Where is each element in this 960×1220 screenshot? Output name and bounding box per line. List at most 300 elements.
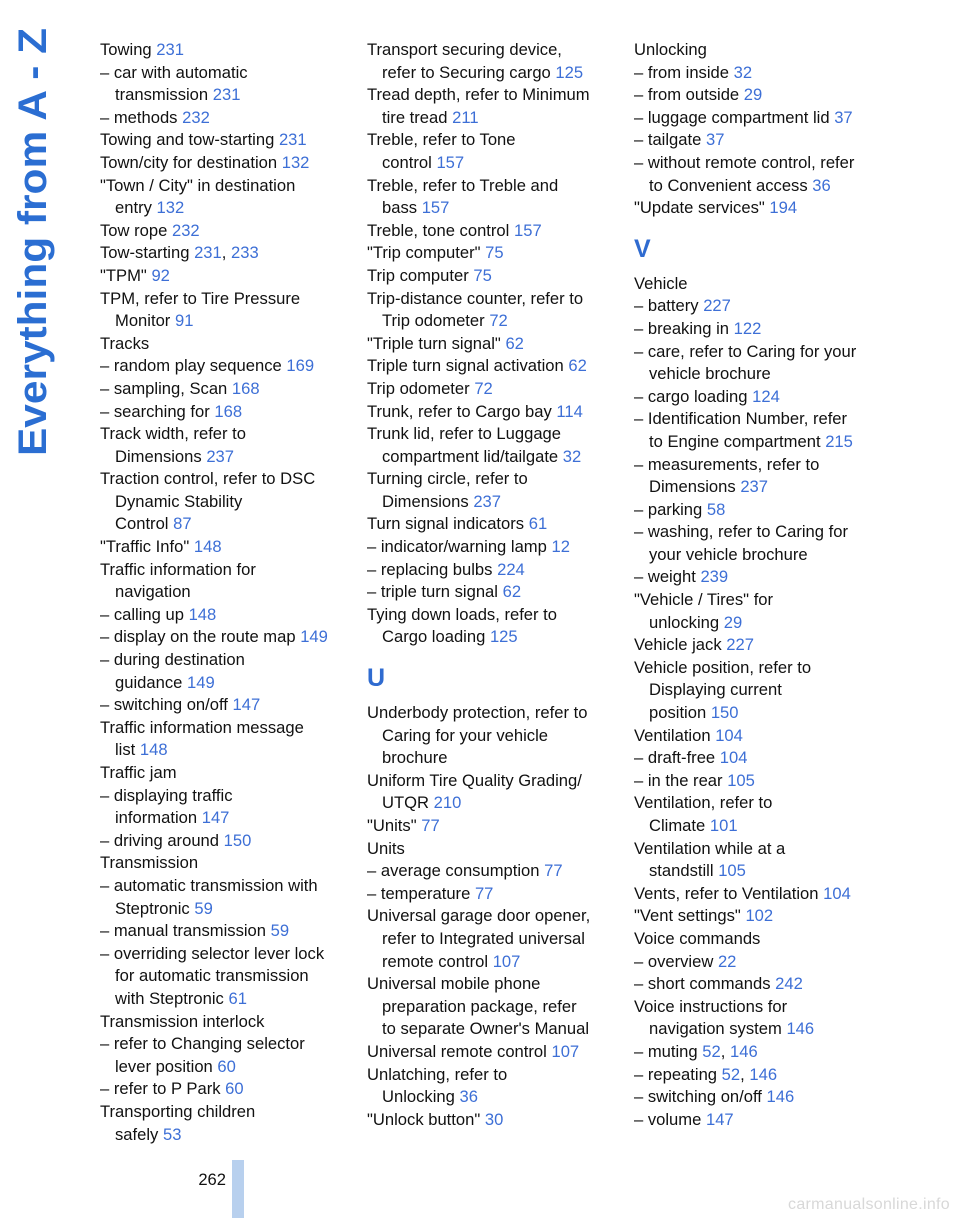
index-entry xyxy=(634,197,879,220)
page-reference-link[interactable]: 30 xyxy=(484,1109,504,1129)
index-column-2 xyxy=(367,39,612,1131)
index-entry-continuation xyxy=(367,491,612,514)
index-entry xyxy=(367,973,612,996)
page-reference-link[interactable]: 29 xyxy=(723,612,743,632)
entry-text: Ventilation while at a xyxy=(634,838,786,858)
index-entry xyxy=(100,333,345,356)
index-entry xyxy=(634,1064,879,1087)
index-entry xyxy=(100,62,345,85)
page-reference-link[interactable]: 231 xyxy=(212,85,241,105)
entry-text: – from outside xyxy=(634,85,740,105)
page-reference-link[interactable]: 101 xyxy=(709,816,738,835)
entry-text: control xyxy=(382,152,432,172)
index-entry xyxy=(367,860,612,883)
page-reference-link[interactable]: 60 xyxy=(225,1079,244,1099)
page-reference-link[interactable]: 37 xyxy=(834,107,853,127)
index-entry-continuation xyxy=(100,965,345,988)
index-entry xyxy=(634,318,879,341)
index-entry xyxy=(634,905,879,928)
index-entry-continuation xyxy=(367,62,612,85)
entry-text: to separate Owner's Manual xyxy=(382,1019,590,1039)
page-reference-link[interactable]: 149 xyxy=(186,672,215,692)
entry-text: "Vehicle / Tires" for xyxy=(634,590,774,610)
entry-text: – short commands xyxy=(634,974,771,994)
index-entry xyxy=(367,581,612,604)
page-reference-link[interactable]: 77 xyxy=(421,816,440,835)
entry-text: – Identification Number, refer xyxy=(634,409,848,429)
entry-text: Transmission xyxy=(100,853,199,873)
index-entry xyxy=(367,84,612,107)
page-reference-link[interactable]: 61 xyxy=(228,988,247,1008)
page-marker-bar xyxy=(232,1160,244,1218)
entry-text: Tying down loads, refer to xyxy=(367,604,558,624)
index-entry xyxy=(100,152,345,175)
index-column-1 xyxy=(100,39,345,1146)
entry-text: Trip odometer xyxy=(367,378,470,398)
page-reference-link[interactable]: 107 xyxy=(551,1041,580,1061)
entry-text: guidance xyxy=(115,672,183,692)
page-reference-link[interactable]: 146 xyxy=(749,1064,778,1084)
page-reference-link[interactable]: 157 xyxy=(421,198,450,218)
page-reference-link[interactable]: 125 xyxy=(489,627,518,647)
page-reference-link[interactable]: 168 xyxy=(214,401,243,421)
page-reference-link[interactable]: 72 xyxy=(489,311,508,331)
page-reference-link[interactable]: 102 xyxy=(745,906,774,926)
entry-text: – triple turn signal xyxy=(367,582,498,602)
ref-separator: , xyxy=(740,1064,745,1084)
index-entry xyxy=(100,242,345,265)
index-entry xyxy=(367,129,612,152)
index-entry xyxy=(367,905,612,928)
index-entry xyxy=(634,589,879,612)
index-entry-continuation xyxy=(100,1056,345,1079)
page-reference-link[interactable]: 104 xyxy=(715,725,743,745)
index-entry xyxy=(634,973,879,996)
entry-text: – draft-free xyxy=(634,748,716,768)
page-reference-link[interactable]: 231 xyxy=(156,40,184,59)
index-entry-continuation xyxy=(100,84,345,107)
index-entry xyxy=(367,468,612,491)
index-entry xyxy=(100,220,345,243)
index-entry-continuation xyxy=(634,679,879,702)
entry-text: – in the rear xyxy=(634,770,723,790)
page-reference-link[interactable]: 62 xyxy=(505,333,524,353)
entry-text: Displaying current xyxy=(649,680,782,700)
entry-text: – washing, refer to Caring for xyxy=(634,522,848,542)
index-entry-continuation xyxy=(100,672,345,695)
entry-text: – manual transmission xyxy=(100,921,267,941)
index-entry-continuation xyxy=(367,951,612,974)
index-entry-continuation xyxy=(367,626,612,649)
index-entry xyxy=(634,152,879,175)
index-entry-continuation xyxy=(367,310,612,333)
entry-text: Cargo loading xyxy=(382,627,486,647)
page-reference-link[interactable]: 59 xyxy=(270,921,290,941)
index-entry xyxy=(634,951,879,974)
index-entry xyxy=(634,1109,879,1132)
entry-text: – overriding selector lever lock xyxy=(100,943,325,963)
entry-text: Steptronic xyxy=(115,898,190,918)
entry-text: – indicator/warning lamp xyxy=(367,537,547,557)
index-entry xyxy=(367,265,612,288)
entry-text: list xyxy=(115,740,136,760)
entry-text: – volume xyxy=(634,1109,702,1129)
index-entry xyxy=(100,468,345,491)
page-reference-link[interactable]: 105 xyxy=(727,770,755,790)
entry-text: to Engine compartment xyxy=(649,431,821,451)
index-entry xyxy=(634,634,879,657)
index-entry xyxy=(634,770,879,793)
entry-text: – during destination xyxy=(100,650,245,670)
index-entry xyxy=(100,423,345,446)
index-entry-continuation xyxy=(367,152,612,175)
entry-text: for automatic transmission xyxy=(115,966,309,986)
page-reference-link[interactable]: 146 xyxy=(730,1041,758,1061)
ref-separator: , xyxy=(221,243,227,263)
entry-text: – luggage compartment lid xyxy=(634,107,830,127)
page-reference-link[interactable]: 146 xyxy=(766,1087,795,1107)
index-entry xyxy=(367,355,612,378)
entry-text: – weight xyxy=(634,567,696,587)
page-reference-link[interactable]: 157 xyxy=(513,220,542,240)
entry-text: – tailgate xyxy=(634,130,702,150)
entry-text: "TPM" xyxy=(100,265,147,285)
index-entry xyxy=(100,1033,345,1056)
entry-text: – displaying traffic xyxy=(100,785,233,805)
entry-text: TPM, refer to Tire Pressure xyxy=(100,288,301,308)
page-reference-link[interactable]: 104 xyxy=(823,883,851,903)
index-entry xyxy=(100,762,345,785)
page-reference-link[interactable]: 91 xyxy=(174,311,194,331)
index-entry xyxy=(634,454,879,477)
entry-text: "Triple turn signal" xyxy=(367,333,501,353)
page-reference-link[interactable]: 227 xyxy=(726,635,754,655)
index-entry xyxy=(634,107,879,130)
index-entry-continuation xyxy=(634,363,879,386)
entry-text: navigation system xyxy=(649,1019,782,1039)
page-reference-link[interactable]: 227 xyxy=(703,296,731,316)
entry-text: information xyxy=(115,808,198,828)
page-reference-link[interactable]: 36 xyxy=(812,175,831,195)
page-reference-link[interactable]: 107 xyxy=(492,951,521,971)
page-reference-link[interactable]: 224 xyxy=(497,559,525,579)
page-reference-link[interactable]: 132 xyxy=(281,152,310,172)
entry-text: – driving around xyxy=(100,830,220,850)
entry-text: Tracks xyxy=(100,333,150,353)
index-entry xyxy=(100,355,345,378)
entry-text: UTQR xyxy=(382,793,430,813)
entry-text: vehicle brochure xyxy=(649,364,771,384)
entry-text: Unlatching, refer to xyxy=(367,1064,508,1084)
index-entry xyxy=(634,62,879,85)
entry-text: Tow-starting xyxy=(100,243,190,263)
index-entry-continuation xyxy=(100,807,345,830)
index-entry xyxy=(100,875,345,898)
index-entry xyxy=(100,830,345,853)
page-reference-link[interactable]: 77 xyxy=(474,883,494,903)
page-reference-link[interactable]: 114 xyxy=(556,401,583,421)
entry-text: – temperature xyxy=(367,883,471,903)
index-entry-continuation xyxy=(634,476,879,499)
entry-text: Vehicle jack xyxy=(634,635,722,655)
entry-text: Trip-distance counter, refer to xyxy=(367,288,584,308)
index-entry xyxy=(367,423,612,446)
page-reference-link[interactable]: 36 xyxy=(459,1087,478,1107)
entry-text: – care, refer to Caring for your xyxy=(634,341,857,361)
entry-text: Vents, refer to Ventilation xyxy=(634,883,819,903)
entry-text: Tread depth, refer to Minimum xyxy=(367,85,590,105)
index-entry-continuation xyxy=(367,747,612,770)
page-reference-link[interactable]: 210 xyxy=(433,793,462,813)
index-entry-continuation xyxy=(100,197,345,220)
page-reference-link[interactable]: 52 xyxy=(702,1041,721,1061)
entry-text: refer to Securing cargo xyxy=(382,62,551,82)
index-entry-continuation xyxy=(367,725,612,748)
page-number: 262 xyxy=(198,1170,226,1189)
entry-text: "Town / City" in destination xyxy=(100,175,296,195)
page-reference-link[interactable]: 75 xyxy=(485,243,504,263)
page-reference-link[interactable]: 37 xyxy=(705,130,725,150)
index-entry xyxy=(100,1101,345,1124)
entry-text: – searching for xyxy=(100,401,210,421)
entry-text: – refer to P Park xyxy=(100,1079,221,1099)
entry-text: Turning circle, refer to xyxy=(367,469,528,489)
index-entry-continuation xyxy=(367,996,612,1019)
page-reference-link[interactable]: 146 xyxy=(786,1019,815,1039)
index-entry xyxy=(634,408,879,431)
page-reference-link[interactable]: 194 xyxy=(769,198,798,218)
index-entry xyxy=(100,694,345,717)
watermark: carmanualsonline.info xyxy=(788,1196,950,1213)
index-entry xyxy=(367,39,612,62)
page-reference-link[interactable]: 168 xyxy=(231,378,260,398)
page-reference-link[interactable]: 52 xyxy=(721,1064,741,1084)
page-reference-link[interactable]: 215 xyxy=(825,431,853,451)
index-entry-continuation xyxy=(634,431,879,454)
entry-text: Triple turn signal activation xyxy=(367,356,564,376)
entry-text: – measurements, refer to xyxy=(634,454,820,474)
index-entry-continuation xyxy=(367,792,612,815)
page-reference-link[interactable]: 237 xyxy=(473,491,502,511)
section-letter: V xyxy=(634,234,651,263)
index-entry-continuation xyxy=(634,612,879,635)
entry-text: with Steptronic xyxy=(115,988,224,1008)
entry-text: position xyxy=(649,703,707,723)
index-entry xyxy=(634,341,879,364)
entry-text: Tow rope xyxy=(100,220,168,240)
index-entry-continuation xyxy=(367,1018,612,1041)
entry-text: Uniform Tire Quality Grading/ xyxy=(367,770,582,790)
entry-text: "Units" xyxy=(367,816,417,835)
page-reference-link[interactable]: 32 xyxy=(562,446,582,466)
page-reference-link[interactable]: 62 xyxy=(502,582,522,602)
section-letter: U xyxy=(367,664,386,693)
index-entry xyxy=(100,852,345,875)
entry-text: Universal remote control xyxy=(367,1041,547,1061)
entry-text: Voice instructions for xyxy=(634,996,788,1016)
index-entry xyxy=(367,815,612,838)
index-entry xyxy=(100,717,345,740)
page-reference-link[interactable]: 157 xyxy=(436,152,465,172)
ref-separator: , xyxy=(720,1041,726,1061)
page-reference-link[interactable]: 237 xyxy=(206,446,235,466)
page-reference-link[interactable]: 122 xyxy=(733,318,762,338)
index-entry-continuation xyxy=(634,860,879,883)
index-entry xyxy=(100,401,345,424)
page-reference-link[interactable]: 147 xyxy=(705,1109,734,1129)
entry-text: Underbody protection, refer to xyxy=(367,703,588,723)
index-entry xyxy=(100,604,345,627)
page-reference-link[interactable]: 233 xyxy=(231,243,259,263)
index-entry xyxy=(100,943,345,966)
index-entry xyxy=(634,838,879,861)
page-reference-link[interactable]: 231 xyxy=(278,130,307,150)
entry-text: – switching on/off xyxy=(100,695,228,715)
entry-text: Ventilation xyxy=(634,725,711,745)
page-reference-link[interactable]: 232 xyxy=(182,107,210,127)
entry-text: Transport securing device, xyxy=(367,40,562,59)
page-reference-link[interactable]: 148 xyxy=(139,740,168,760)
page-reference-link[interactable]: 150 xyxy=(710,703,739,723)
entry-text: Vehicle position, refer to xyxy=(634,657,812,677)
index-entry xyxy=(634,295,879,318)
entry-text: bass xyxy=(382,198,418,218)
index-entry xyxy=(634,657,879,680)
index-entry xyxy=(367,378,612,401)
index-entry xyxy=(367,401,612,424)
entry-text: "Traffic Info" xyxy=(100,537,190,557)
page-reference-link[interactable]: 148 xyxy=(193,537,222,557)
page-reference-link[interactable]: 242 xyxy=(775,974,803,994)
page-reference-link[interactable]: 125 xyxy=(555,62,584,82)
entry-text: remote control xyxy=(382,951,489,971)
index-entry-continuation xyxy=(367,928,612,951)
entry-text: Universal mobile phone xyxy=(367,974,541,994)
page-reference-link[interactable]: 53 xyxy=(162,1124,182,1144)
page-reference-link[interactable]: 29 xyxy=(743,85,763,105)
entry-text: – cargo loading xyxy=(634,386,748,406)
page-reference-link[interactable]: 148 xyxy=(188,604,217,624)
index-entry xyxy=(100,39,345,62)
page-reference-link[interactable]: 62 xyxy=(568,356,587,376)
page-reference-link[interactable]: 237 xyxy=(740,477,769,497)
index-entry xyxy=(100,649,345,672)
page-reference-link[interactable]: 147 xyxy=(201,808,230,828)
page-reference-link[interactable]: 147 xyxy=(232,695,261,715)
entry-text: – replacing bulbs xyxy=(367,559,493,579)
entry-text: – display on the route map xyxy=(100,627,296,647)
page-reference-link[interactable]: 150 xyxy=(223,830,252,850)
entry-text: preparation package, refer xyxy=(382,996,577,1016)
entry-text: Track width, refer to xyxy=(100,424,247,444)
index-entry xyxy=(634,84,879,107)
index-entry xyxy=(100,107,345,130)
page-reference-link[interactable]: 232 xyxy=(171,220,200,240)
index-entry xyxy=(100,378,345,401)
page-reference-link[interactable]: 231 xyxy=(194,243,222,263)
entry-text: Voice commands xyxy=(634,928,761,948)
index-entry xyxy=(634,928,879,951)
index-entry xyxy=(367,883,612,906)
entry-text: Dimensions xyxy=(382,491,469,511)
page-reference-link[interactable]: 149 xyxy=(300,627,328,647)
index-entry xyxy=(367,770,612,793)
page-reference-link[interactable]: 75 xyxy=(473,265,492,285)
page-reference-link[interactable]: 72 xyxy=(474,378,493,398)
page-reference-link[interactable]: 132 xyxy=(156,198,185,218)
page-reference-link[interactable]: 22 xyxy=(717,951,737,971)
entry-text: Traction control, refer to DSC xyxy=(100,469,316,489)
page-reference-link[interactable]: 32 xyxy=(733,62,753,82)
index-entry-continuation xyxy=(100,581,345,604)
entry-text: Treble, refer to Tone xyxy=(367,130,516,150)
entry-text: – automatic transmission with xyxy=(100,875,318,895)
entry-text: "Update services" xyxy=(634,198,765,218)
index-entry-continuation xyxy=(100,513,345,536)
index-entry xyxy=(367,513,612,536)
page-reference-link[interactable]: 239 xyxy=(700,567,729,587)
index-entry xyxy=(367,702,612,725)
entry-text: your vehicle brochure xyxy=(649,544,808,564)
index-entry xyxy=(367,242,612,265)
index-entry xyxy=(100,626,345,649)
index-entry xyxy=(634,499,879,522)
entry-text: Climate xyxy=(649,816,706,835)
index-entry xyxy=(100,288,345,311)
index-entry xyxy=(367,838,612,861)
entry-text: Trip computer xyxy=(367,265,469,285)
index-entry-continuation xyxy=(100,739,345,762)
index-entry-continuation xyxy=(100,491,345,514)
page-reference-link[interactable]: 211 xyxy=(452,107,479,127)
index-entry xyxy=(634,725,879,748)
entry-text: Caring for your vehicle xyxy=(382,725,549,745)
entry-text: – car with automatic xyxy=(100,62,248,82)
entry-text: Dimensions xyxy=(115,446,202,466)
index-entry xyxy=(100,1078,345,1101)
page-reference-link[interactable]: 105 xyxy=(718,861,746,881)
page-reference-link[interactable]: 87 xyxy=(173,514,192,534)
entry-text: refer to Integrated universal xyxy=(382,928,585,948)
entry-text: Transmission interlock xyxy=(100,1011,265,1031)
index-entry-continuation xyxy=(367,446,612,469)
index-entry xyxy=(367,1064,612,1087)
page-reference-link[interactable]: 61 xyxy=(528,514,548,534)
entry-text: Trunk, refer to Cargo bay xyxy=(367,401,552,421)
index-entry xyxy=(634,566,879,589)
entry-text: Transporting children xyxy=(100,1101,256,1121)
index-entry xyxy=(634,747,879,770)
entry-text: entry xyxy=(115,198,152,218)
entry-text: Turn signal indicators xyxy=(367,514,525,534)
page-reference-link[interactable]: 59 xyxy=(194,898,213,918)
page-reference-link[interactable]: 169 xyxy=(286,356,315,376)
entry-text: Trip odometer xyxy=(382,311,485,331)
page-reference-link[interactable]: 77 xyxy=(544,861,563,881)
page-reference-link[interactable]: 92 xyxy=(151,265,170,285)
page-reference-link[interactable]: 12 xyxy=(551,537,570,557)
page-reference-link[interactable]: 60 xyxy=(217,1056,236,1076)
page-reference-link[interactable]: 58 xyxy=(706,499,726,519)
index-entry xyxy=(367,604,612,627)
page-reference-link[interactable]: 104 xyxy=(719,748,748,768)
entry-text: transmission xyxy=(115,85,209,105)
index-entry xyxy=(634,273,879,296)
page-reference-link[interactable]: 124 xyxy=(752,386,780,406)
index-entry-continuation xyxy=(367,197,612,220)
index-entry xyxy=(100,920,345,943)
entry-text: standstill xyxy=(649,861,714,881)
